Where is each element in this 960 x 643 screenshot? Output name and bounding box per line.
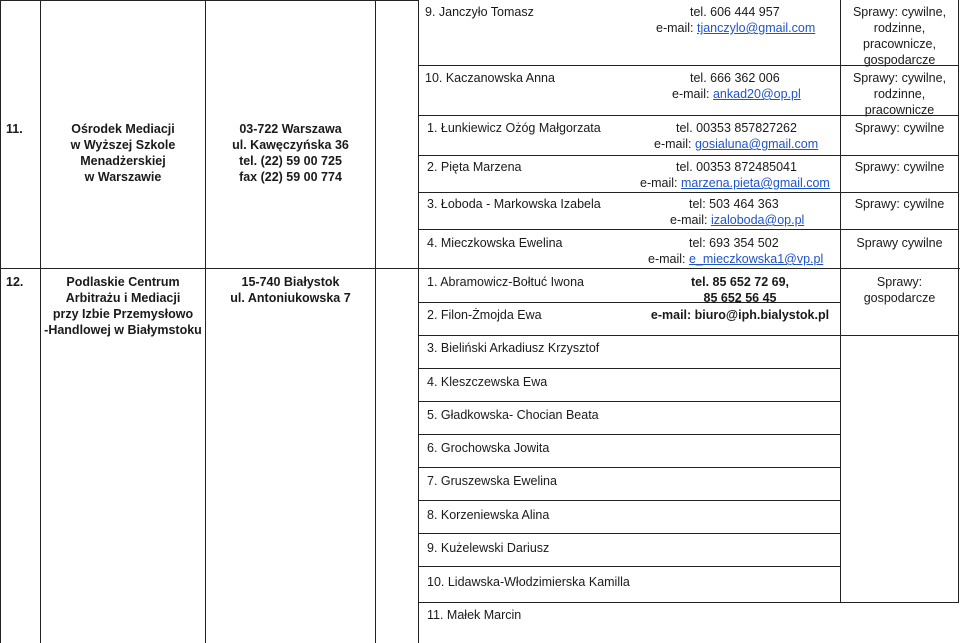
center-address-line: fax (22) 59 00 774	[239, 170, 342, 184]
mediator-name: 10. Lidawska-Włodzimierska Kamilla	[427, 575, 630, 589]
center-address-line: 15-740 Białystok	[241, 275, 340, 289]
mediator-email-link[interactable]: gosialuna@gmail.com	[694, 137, 819, 151]
mediator-email-line	[672, 86, 801, 102]
mediator-cases: gospodarcze	[863, 53, 936, 67]
mediator-email-link[interactable]: tjanczylo@gmail.com	[696, 21, 816, 35]
center-name-line: Podlaskie Centrum	[66, 275, 180, 289]
col-divider-2	[205, 0, 206, 643]
center-name-line: przy Izbie Przemysłowo	[52, 307, 194, 321]
sep-b6	[418, 467, 840, 468]
center-contact: tel. 85 652 72 69,	[691, 275, 789, 289]
sep-b3	[418, 368, 840, 369]
email-prefix: e-mail:	[672, 87, 713, 101]
mediator-email-line	[670, 212, 804, 228]
mediator-phone: tel: 693 354 502	[689, 236, 779, 250]
row-number: 11.	[6, 122, 23, 136]
mediator-name: 9. Kużelewski Dariusz	[427, 541, 550, 555]
mediator-cases: Sprawy:	[876, 275, 923, 289]
email-prefix: e-mail:	[670, 213, 711, 227]
sep-m3	[418, 155, 959, 156]
mediator-name: 6. Grochowska Jowita	[427, 441, 550, 455]
center-email[interactable]: e-mail: biuro@iph.bialystok.pl	[650, 308, 830, 322]
center-address-line: ul. Antoniukowska 7	[230, 291, 351, 305]
sep-b10	[418, 602, 959, 603]
center-name-line: Menadżerskiej	[80, 154, 166, 168]
email-prefix: e-mail:	[640, 176, 681, 190]
center-name-line: Arbitrażu i Mediacji	[65, 291, 181, 305]
center-contact: 85 652 56 45	[703, 291, 777, 305]
mediator-name: 2. Filon-Żmojda Ewa	[427, 308, 542, 322]
sep-m4	[418, 192, 959, 193]
mediator-name: 4. Mieczkowska Ewelina	[427, 236, 563, 250]
mediator-phone: tel: 503 464 363	[689, 197, 779, 211]
mediator-cases: Sprawy: cywilne	[854, 121, 945, 135]
mediator-email-line	[654, 136, 818, 152]
sep-b4	[418, 401, 840, 402]
sep-b7	[418, 500, 840, 501]
mediator-name: 3. Bieliński Arkadiusz Krzysztof	[427, 341, 600, 355]
mediator-cases: rodzinne,	[873, 21, 926, 35]
row-number: 12.	[6, 275, 24, 289]
mediator-cases: Sprawy: cywilne,	[852, 5, 947, 19]
mediator-cases: Sprawy cywilne	[856, 236, 943, 250]
center-name-line: Ośrodek Mediacji	[71, 122, 175, 136]
sep-b2	[418, 335, 959, 336]
mediator-cases: rodzinne,	[873, 87, 926, 101]
mediator-name: 11. Małek Marcin	[427, 608, 522, 622]
mediator-cases: gospodarcze	[863, 291, 936, 305]
mediator-phone: tel. 606 444 957	[690, 5, 780, 19]
mediator-name: 8. Korzeniewska Alina	[427, 508, 550, 522]
mediator-name: 3. Łoboda - Markowska Izabela	[427, 197, 601, 211]
email-prefix: e-mail:	[648, 252, 689, 266]
center-name-line: w Warszawie	[84, 170, 162, 184]
mediator-name: 7. Gruszewska Ewelina	[427, 474, 557, 488]
mediator-cases: pracownicze,	[863, 37, 936, 51]
center-address-line: 03-722 Warszawa	[239, 122, 342, 136]
col-divider-3	[375, 0, 376, 643]
mediator-phone: tel. 666 362 006	[690, 71, 780, 85]
mediator-name: 10. Kaczanowska Anna	[425, 71, 555, 85]
sep-b9	[418, 566, 840, 567]
mediator-cases: Sprawy: cywilne,	[852, 71, 947, 85]
border-left	[0, 0, 1, 643]
mediator-name: 9. Janczyło Tomasz	[425, 5, 534, 19]
email-prefix: e-mail:	[654, 137, 695, 151]
row-sep-top-left	[0, 0, 418, 1]
mediator-email-link[interactable]: ankad20@op.pl	[712, 87, 801, 101]
mediator-name: 5. Gładkowska- Chocian Beata	[427, 408, 599, 422]
row-sep-11-12	[0, 268, 960, 269]
center-address-line: ul. Kawęczyńska 36	[232, 138, 349, 152]
email-prefix: e-mail:	[656, 21, 697, 35]
mediator-email-link[interactable]: izaloboda@op.pl	[710, 213, 805, 227]
col-divider-4	[418, 0, 419, 643]
mediator-email-link[interactable]: e_mieczkowska1@vp.pl	[688, 252, 824, 266]
mediator-name: 4. Kleszczewska Ewa	[427, 375, 548, 389]
mediator-email-line	[640, 175, 830, 191]
mediator-phone: tel. 00353 872485041	[676, 160, 797, 174]
mediator-email-line	[648, 251, 823, 267]
mediator-cases: Sprawy: cywilne	[854, 197, 945, 211]
sep-m5	[418, 229, 959, 230]
mediator-phone: tel. 00353 857827262	[676, 121, 797, 135]
mediator-name: 1. Łunkiewicz Ożóg Małgorzata	[427, 121, 601, 135]
center-name-line: w Wyższej Szkole	[70, 138, 176, 152]
mediator-cases: Sprawy: cywilne	[854, 160, 945, 174]
mediator-name: 1. Abramowicz-Bołtuć Iwona	[427, 275, 585, 289]
center-address-line: tel. (22) 59 00 725	[239, 154, 342, 168]
sep-b8	[418, 533, 840, 534]
border-right	[958, 0, 959, 603]
sep-b5	[418, 434, 840, 435]
mediator-name: 2. Pięta Marzena	[427, 160, 522, 174]
mediator-cases: pracownicze	[864, 103, 935, 117]
center-name-line: -Handlowej w Białymstoku	[44, 323, 202, 337]
mediator-email-link[interactable]: marzena.pieta@gmail.com	[680, 176, 830, 190]
mediator-email-line	[656, 20, 815, 36]
